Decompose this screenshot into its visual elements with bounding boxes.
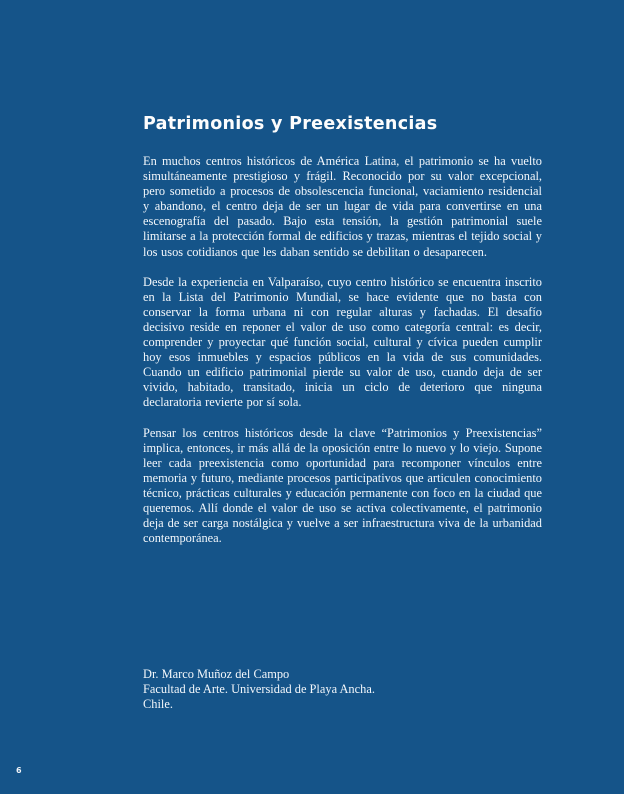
paragraph-3: Pensar los centros históricos desde la clave “Patrimonios y Preexistencias” implica, entonces, ir más allá de la oposición entre lo nuevo y lo viejo. Supone leer cada preexistencia como oportunidad para recomponer vínculos entre memoria y futuro, mediante procesos participativos que articulen conocimiento técnico, prácticas culturales y educación permanente con foco en la ciudad que queremos. Allí donde el valor de uso se activa colectivamente, el patrimonio deja de ser carga nostálgica y vuelve a ser infraestructura viva de la urbanidad contemporánea. [143,425,542,546]
author-signature [143,667,375,713]
author-name: Dr. Marco Muñoz del Campo [143,667,290,681]
author-country: Chile. [143,697,173,712]
paragraph-2: Desde la experiencia en Valparaíso, cuyo centro histórico se encuentra inscrito en la Lista del Patrimonio Mundial, se hace evidente que no basta con conservar la forma urbana ni con regular alturas y fachadas. El desafío decisivo reside en reponer el valor de uso como categoría central: es decir, comprender y proyectar qué función social, cultural y cívica pueden cumplir hoy esos inmuebles y espacios públicos en la vida de sus comunidades. Cuando un edificio patrimonial pierde su valor de uso, cuando deja de ser vivido, habitado, transitado, inicia un ciclo de deterioro que ninguna declaratoria revierte por sí sola. [143,274,542,410]
paragraph-1: En muchos centros históricos de América Latina, el patrimonio se ha vuelto simultáneamente prestigioso y frágil. Reconocido por su valor excepcional, pero sometido a procesos de obsolescencia funcional, vaciamiento residencial y abandono, el centro deja de ser un lugar de vida para convertirse en una escenografía del pasado. Bajo esta tensión, la gestión patrimonial suele limitarse a la protección formal de edificios y trazas, mientras el tejido social y los usos cotidianos que les daban sentido se debilitan o desaparecen. [143,154,542,259]
page-number: 6 [16,766,22,775]
text-column [143,114,542,561]
body-text [143,154,542,546]
page-title: Patrimonios y Preexistencias [143,114,438,134]
author-affiliation: Facultad de Arte. Universidad de Playa Ancha. [143,682,375,697]
